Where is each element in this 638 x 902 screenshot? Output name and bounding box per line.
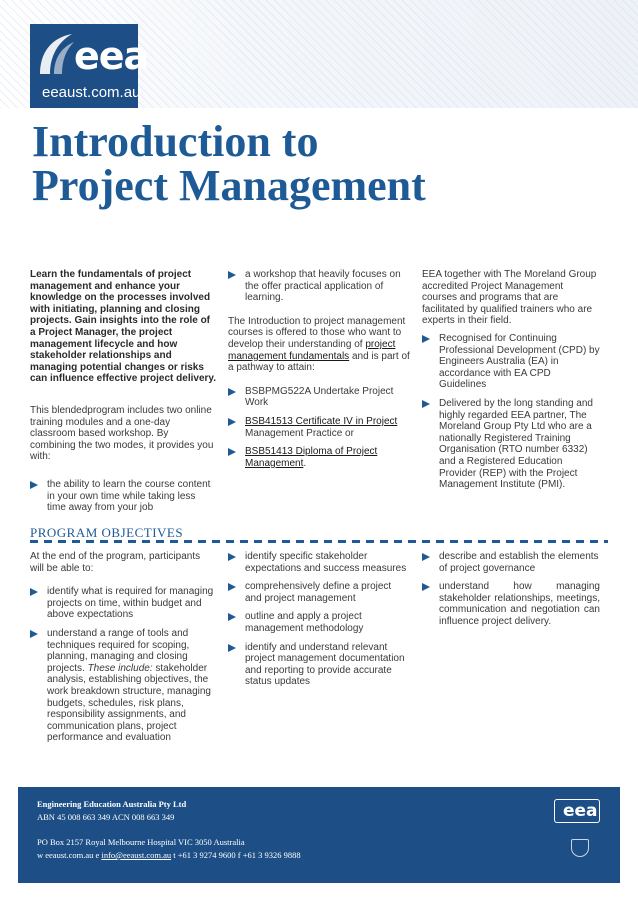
project-management-fundamentals-link[interactable]: project management fundamentals <box>228 338 396 362</box>
header-band <box>0 0 638 108</box>
list-item: Delivered by the long standing and highly regarded EEA partner, The Moreland Group Pty Ltd who are a nationally Registered Training Organisation (RTO number 6332) and a Registered Education Provider (REP) with the Project Management Institute (PMI). <box>422 398 600 491</box>
blended-description: This blendedprogram includes two online training modules and a one-day classroom based workshop. By combining the two modes, it provides you with: <box>30 404 214 463</box>
accreditation-list <box>422 333 600 491</box>
list-item: identify and understand relevant project management documentation and reporting to provide accurate status updates <box>228 642 410 688</box>
engineers-australia-crest-icon <box>571 839 589 857</box>
arrow-bullet-icon <box>30 481 38 489</box>
logo-wordmark: eea <box>74 34 149 78</box>
program-objectives-heading: PROGRAM OBJECTIVES <box>30 525 184 540</box>
intro-column-3 <box>422 269 600 498</box>
arrow-bullet-icon <box>228 583 236 591</box>
certificate-iv-link[interactable]: BSB41513 Certificate IV in Project <box>245 415 398 427</box>
list-item: the ability to learn the course content in your own time while taking less time away from your job <box>30 479 216 514</box>
footer-address: PO Box 2157 Royal Melbourne Hospital VIC 3050 Australia <box>37 837 245 847</box>
list-item: BSB41513 Certificate IV in Project Management Practice or <box>228 416 410 439</box>
objectives-column-2 <box>228 551 410 695</box>
logo-url: eeaust.com.au <box>42 84 141 101</box>
intro-column-1 <box>30 269 216 521</box>
eea-logo[interactable] <box>30 24 149 108</box>
list-item: comprehensively define a project and project management <box>228 581 410 604</box>
arrow-bullet-icon <box>422 553 430 561</box>
intro-benefits-list <box>30 479 216 514</box>
title-line-2: Project Management <box>32 161 426 210</box>
arrow-bullet-icon <box>422 335 430 343</box>
logo-swoosh-icon <box>36 30 76 78</box>
arrow-bullet-icon <box>228 553 236 561</box>
arrow-bullet-icon <box>228 644 236 652</box>
footer-email-link[interactable]: info@eeaust.com.au <box>101 850 172 860</box>
arrow-bullet-icon <box>30 630 38 638</box>
list-item: identify specific stakeholder expectations and success measures <box>228 551 410 574</box>
footer-contact-line: w eeaust.com.au e info@eeaust.com.au t +61 3 9274 9600 f +61 3 9326 9888 <box>37 850 301 860</box>
pathway-description: The Introduction to project management courses is offered to those who want to develop their understanding of project management fundamentals and is part of a pathway to attain: <box>228 315 410 374</box>
objectives-list-2 <box>228 551 410 688</box>
objectives-lead: At the end of the program, participants will be able to: <box>30 551 201 574</box>
footer-abn: ABN 45 008 663 349 ACN 008 663 349 <box>37 812 175 822</box>
diploma-link[interactable]: BSB51413 Diploma of Project Management <box>245 446 378 469</box>
arrow-bullet-icon <box>228 271 236 279</box>
page-title <box>32 117 592 210</box>
arrow-bullet-icon <box>228 448 236 456</box>
list-item: BSBPMG522A Undertake Project Work <box>228 386 410 409</box>
objectives-list-1 <box>30 586 216 744</box>
arrow-bullet-icon <box>228 388 236 396</box>
title-line-1: Introduction to <box>32 117 319 166</box>
footer-org-name: Engineering Education Australia Pty Ltd <box>37 799 187 809</box>
list-item: a workshop that heavily focuses on the offer practical application of learning. <box>228 269 410 304</box>
footer-eea-logo: eea <box>554 799 600 823</box>
list-item: understand how managing stakeholder relationships, meetings, communication and negotiation can influence project delivery. <box>422 581 600 627</box>
objectives-column-3 <box>422 551 600 635</box>
footer <box>18 787 620 883</box>
intro-column-2 <box>228 269 410 476</box>
qualifications-list <box>228 386 410 470</box>
list-item: identify what is required for managing projects on time, within budget and above expectations <box>30 586 216 621</box>
objectives-list-3 <box>422 551 600 628</box>
accreditation-description: EEA together with The Moreland Group accredited Project Management courses and programs that are facilitated by qualified trainers who are experts in their field. <box>422 269 597 327</box>
section-divider <box>30 540 608 543</box>
objectives-column-1 <box>30 551 216 751</box>
footer-website-link[interactable]: eeaust.com.au <box>45 850 94 860</box>
intro-summary: Learn the fundamentals of project management and enhance your knowledge on the processes involved with initiating, planning and closing projects. Gain insights into the role of a Project Manager, the project management lifecycle and how stakeholder relationships and managing potential changes or risks can influence effective project delivery. <box>30 269 216 385</box>
workshop-list <box>228 269 410 304</box>
arrow-bullet-icon <box>422 400 430 408</box>
arrow-bullet-icon <box>30 588 38 596</box>
footer-phone: +61 3 9274 9600 <box>177 850 236 860</box>
footer-contact <box>37 798 487 862</box>
list-item: describe and establish the elements of project governance <box>422 551 600 574</box>
arrow-bullet-icon <box>228 418 236 426</box>
footer-fax: +61 3 9326 9888 <box>242 850 301 860</box>
list-item: Recognised for Continuing Professional Development (CPD) by Engineers Australia (EA) in accordance with EA CPD Guidelines <box>422 333 600 391</box>
list-item: understand a range of tools and techniques required for scoping, planning, managing and closing projects. These include: stakeholder analysis, establishing objectives, the work breakdown structure, managing budgets, schedules, risk plans, responsibility assignments, and communication plans, project performance and evaluation <box>30 628 216 744</box>
arrow-bullet-icon <box>422 583 430 591</box>
arrow-bullet-icon <box>228 613 236 621</box>
list-item: outline and apply a project management methodology <box>228 611 410 634</box>
list-item: BSB51413 Diploma of Project Management. <box>228 446 410 469</box>
